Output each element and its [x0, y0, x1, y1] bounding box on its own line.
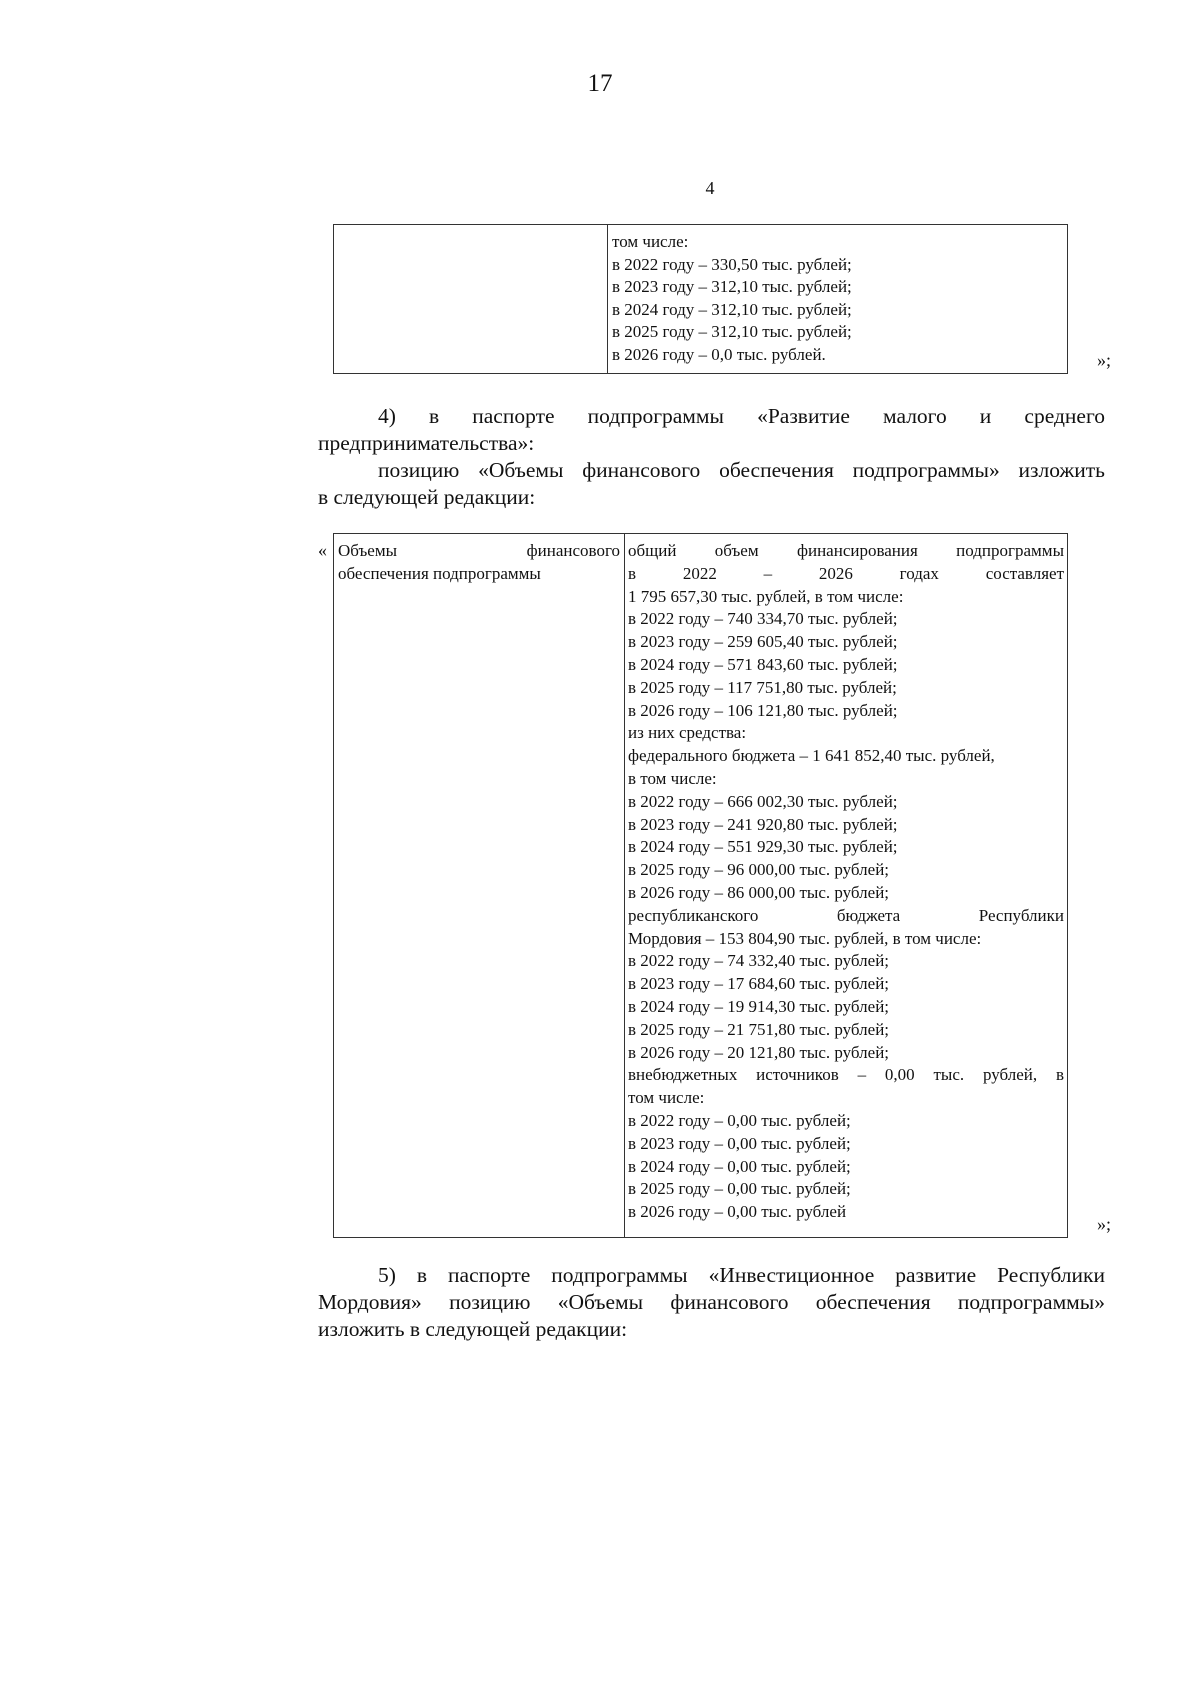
- closing-quote: »;: [1096, 350, 1111, 370]
- table-line: 1 795 657,30 тыс. рублей, в том числе:: [628, 586, 904, 606]
- table-line: в 2022 – 2026 годах составляет: [628, 563, 1064, 583]
- table-line: в 2024 году – 571 843,60 тыс. рублей;: [628, 654, 898, 674]
- table-line: в 2025 году – 312,10 тыс. рублей;: [612, 322, 852, 341]
- paragraph-line: изложить в следующей редакции:: [318, 1317, 628, 1341]
- table-line: в 2024 году – 551 929,30 тыс. рублей;: [628, 837, 898, 857]
- paragraph-line: 5) в паспорте подпрограммы «Инвестиционное развитие Республики: [378, 1263, 1105, 1287]
- label-line: Объемы финансового: [338, 541, 620, 560]
- table-line: в 2025 году – 96 000,00 тыс. рублей;: [628, 860, 890, 880]
- table-line: в 2026 году – 0,0 тыс. рублей.: [612, 344, 826, 364]
- table-continuation: [333, 224, 1111, 374]
- table-line: в 2026 году – 106 121,80 тыс. рублей;: [628, 700, 898, 720]
- table-line: в 2025 году – 21 751,80 тыс. рублей;: [628, 1019, 890, 1039]
- table-line: в 2024 году – 19 914,30 тыс. рублей;: [628, 996, 890, 1016]
- table-line: в 2022 году – 330,50 тыс. рублей;: [612, 254, 852, 274]
- table-line: Мордовия – 153 804,90 тыс. рублей, в том числе:: [628, 928, 982, 948]
- table-line: том числе:: [612, 232, 689, 251]
- table-line: республиканского бюджета Республики: [628, 905, 1064, 925]
- table-line: из них средства:: [628, 723, 747, 743]
- table-line: в 2024 году – 312,10 тыс. рублей;: [612, 299, 852, 319]
- paragraph-line: предпринимательства»:: [318, 431, 535, 455]
- funding-values: [628, 540, 1064, 1224]
- paragraph-5: [318, 1262, 1105, 1343]
- table-line: в 2023 году – 17 684,60 тыс. рублей;: [628, 974, 890, 994]
- table-line: в 2022 году – 666 002,30 тыс. рублей;: [628, 791, 898, 811]
- paragraph-line: 4) в паспорте подпрограммы «Развитие малого и среднего: [378, 404, 1105, 428]
- table-line: в 2026 году – 20 121,80 тыс. рублей;: [628, 1042, 890, 1062]
- inner-page-number: 4: [705, 178, 715, 198]
- table-line: в 2026 году – 0,00 тыс. рублей: [628, 1202, 847, 1222]
- table-line: том числе:: [628, 1088, 705, 1108]
- column-divider: [607, 225, 608, 373]
- table-line: в 2023 году – 259 605,40 тыс. рублей;: [628, 632, 898, 652]
- table-line: в 2023 году – 241 920,80 тыс. рублей;: [628, 814, 898, 834]
- table-line: внебюджетных источников – 0,00 тыс. рублей, в: [628, 1065, 1064, 1085]
- table-line: общий объем финансирования подпрограммы: [628, 541, 1064, 560]
- paragraph-line: Мордовия» позицию «Объемы финансового обеспечения подпрограммы»: [318, 1290, 1105, 1314]
- paragraph-4: [318, 403, 1105, 511]
- paragraph-line: в следующей редакции:: [318, 485, 536, 509]
- table-continuation-values: [612, 231, 852, 366]
- table-line: в 2024 году – 0,00 тыс. рублей;: [628, 1156, 851, 1176]
- label-line: обеспечения подпрограммы: [338, 563, 541, 583]
- table-line: в 2026 году – 86 000,00 тыс. рублей;: [628, 882, 890, 902]
- table-line: федерального бюджета – 1 641 852,40 тыс. рублей,: [628, 746, 995, 766]
- funding-table: [333, 533, 1111, 1238]
- column-divider: [624, 534, 625, 1237]
- table-line: в 2022 году – 74 332,40 тыс. рублей;: [628, 951, 890, 971]
- table-line: в 2022 году – 0,00 тыс. рублей;: [628, 1110, 851, 1130]
- table-line: в 2025 году – 0,00 тыс. рублей;: [628, 1179, 851, 1199]
- table-line: в 2023 году – 0,00 тыс. рублей;: [628, 1133, 851, 1153]
- table-line: в 2023 году – 312,10 тыс. рублей;: [612, 277, 852, 296]
- page-number: 17: [587, 70, 613, 97]
- table-line: в 2025 году – 117 751,80 тыс. рублей;: [628, 677, 897, 697]
- funding-label: [338, 540, 620, 586]
- table-line: в 2022 году – 740 334,70 тыс. рублей;: [628, 609, 898, 629]
- opening-quote: «: [318, 540, 327, 560]
- table-line: в том числе:: [628, 768, 717, 788]
- closing-quote: »;: [1096, 1214, 1111, 1234]
- paragraph-line: позицию «Объемы финансового обеспечения подпрограммы» изложить: [378, 458, 1105, 482]
